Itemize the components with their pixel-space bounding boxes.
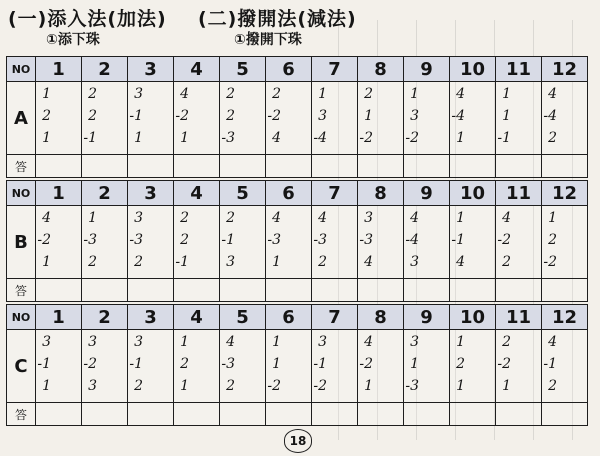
problem-number: 3 <box>318 108 327 124</box>
problem-number: 2 <box>272 86 281 102</box>
answer-cell[interactable] <box>174 403 220 426</box>
problem-number: -3 <box>221 356 235 372</box>
column-number: 10 <box>450 305 496 330</box>
problem-block-b <box>6 180 588 302</box>
problem-number: 1 <box>272 254 281 270</box>
problem-number: 1 <box>272 356 281 372</box>
section2-subtitle: ①撥開下珠 <box>234 32 302 48</box>
problem-number: 3 <box>88 334 97 350</box>
problem-number: -2 <box>83 356 97 372</box>
problem-number: 3 <box>318 334 327 350</box>
problem-number: 1 <box>410 86 419 102</box>
problem-number: 1 <box>364 108 373 124</box>
problem-cell <box>128 82 174 155</box>
problem-number: 4 <box>180 86 189 102</box>
column-number: 1 <box>36 57 82 82</box>
problem-number: 1 <box>456 334 465 350</box>
problem-cell <box>266 330 312 403</box>
problem-cell <box>36 82 82 155</box>
problem-number: -2 <box>267 108 281 124</box>
problem-number: 2 <box>88 254 97 270</box>
answer-cell[interactable] <box>496 403 542 426</box>
problem-cell <box>266 206 312 279</box>
column-number: 9 <box>404 57 450 82</box>
problem-number: 4 <box>272 130 281 146</box>
answer-cell[interactable] <box>450 279 496 302</box>
column-number: 10 <box>450 57 496 82</box>
problem-number: 1 <box>456 130 465 146</box>
answer-cell[interactable] <box>496 279 542 302</box>
problem-cell <box>266 82 312 155</box>
no-header-b: NO <box>7 181 36 206</box>
problem-number: 1 <box>272 334 281 350</box>
problem-number: 4 <box>502 210 511 226</box>
problem-number: 3 <box>226 254 235 270</box>
problem-number: -1 <box>37 356 51 372</box>
answer-cell[interactable] <box>82 279 128 302</box>
problem-cell <box>404 330 450 403</box>
answer-cell[interactable] <box>36 279 82 302</box>
problem-cell <box>450 330 496 403</box>
column-number: 4 <box>174 305 220 330</box>
problem-number: -2 <box>359 130 373 146</box>
problem-number: 2 <box>364 86 373 102</box>
column-number: 1 <box>36 305 82 330</box>
column-number: 2 <box>82 181 128 206</box>
problem-number: 2 <box>134 378 143 394</box>
problem-number: 3 <box>134 86 143 102</box>
answer-cell[interactable] <box>82 155 128 178</box>
problem-cell <box>496 206 542 279</box>
answer-cell[interactable] <box>174 155 220 178</box>
problem-number: 2 <box>548 378 557 394</box>
problem-number: -3 <box>313 232 327 248</box>
answer-cell[interactable] <box>542 279 588 302</box>
problem-number: 1 <box>502 86 511 102</box>
column-number: 6 <box>266 181 312 206</box>
problem-number: 4 <box>456 86 465 102</box>
block-label-c: C <box>7 330 36 403</box>
problem-number: 2 <box>88 86 97 102</box>
answer-cell[interactable] <box>404 403 450 426</box>
column-number: 12 <box>542 57 588 82</box>
problem-number: 4 <box>548 86 557 102</box>
problem-number: -1 <box>313 356 327 372</box>
column-number: 11 <box>496 305 542 330</box>
problem-number: 2 <box>226 108 235 124</box>
problem-number: -2 <box>405 130 419 146</box>
column-number: 4 <box>174 57 220 82</box>
answer-cell[interactable] <box>312 155 358 178</box>
problem-number: 4 <box>410 210 419 226</box>
problem-number: 1 <box>88 210 97 226</box>
problem-cell <box>496 82 542 155</box>
column-number: 10 <box>450 181 496 206</box>
section1-title: (一)添入法(加法) <box>8 8 167 30</box>
problem-number: 2 <box>456 356 465 372</box>
problem-number: 3 <box>410 108 419 124</box>
problem-cell <box>404 82 450 155</box>
answer-cell[interactable] <box>450 155 496 178</box>
answer-cell[interactable] <box>358 155 404 178</box>
answer-cell[interactable] <box>496 155 542 178</box>
problem-block-a <box>6 56 588 178</box>
problem-number: 1 <box>42 378 51 394</box>
problem-number: 2 <box>180 356 189 372</box>
answer-cell[interactable] <box>82 403 128 426</box>
problem-number: 1 <box>502 108 511 124</box>
problem-cell <box>404 206 450 279</box>
problem-number: 4 <box>456 254 465 270</box>
answer-cell[interactable] <box>266 279 312 302</box>
column-number: 5 <box>220 57 266 82</box>
column-number: 3 <box>128 181 174 206</box>
answer-cell[interactable] <box>128 403 174 426</box>
problem-cell <box>312 82 358 155</box>
no-header-a: NO <box>7 57 36 82</box>
problem-cell <box>496 330 542 403</box>
answer-cell[interactable] <box>312 403 358 426</box>
column-number: 7 <box>312 181 358 206</box>
column-number: 11 <box>496 181 542 206</box>
problem-cell <box>542 82 588 155</box>
answer-cell[interactable] <box>358 403 404 426</box>
problem-number: -1 <box>83 130 97 146</box>
problem-number: -1 <box>451 232 465 248</box>
problem-number: 1 <box>180 130 189 146</box>
answer-cell[interactable] <box>36 403 82 426</box>
column-number: 9 <box>404 181 450 206</box>
problem-cell <box>542 330 588 403</box>
answer-label-b: 答 <box>7 279 36 302</box>
problem-number: 3 <box>364 210 373 226</box>
problem-number: 2 <box>180 232 189 248</box>
problem-cell <box>358 82 404 155</box>
problem-cell <box>82 206 128 279</box>
answer-cell[interactable] <box>542 403 588 426</box>
problem-cell <box>450 82 496 155</box>
problem-cell <box>36 206 82 279</box>
column-number: 12 <box>542 305 588 330</box>
answer-cell[interactable] <box>266 403 312 426</box>
problem-cell <box>174 206 220 279</box>
problem-number: 2 <box>502 334 511 350</box>
problem-number: -4 <box>405 232 419 248</box>
problem-cell <box>128 206 174 279</box>
column-number: 8 <box>358 57 404 82</box>
problem-block-c <box>6 304 588 426</box>
answer-cell[interactable] <box>312 279 358 302</box>
problem-number: -4 <box>313 130 327 146</box>
answer-label-a: 答 <box>7 155 36 178</box>
problem-number: -2 <box>313 378 327 394</box>
problem-number: -1 <box>175 254 189 270</box>
problem-number: -1 <box>543 356 557 372</box>
answer-cell[interactable] <box>450 403 496 426</box>
column-number: 3 <box>128 57 174 82</box>
column-number: 7 <box>312 57 358 82</box>
worksheet-header <box>8 4 428 50</box>
problem-number: -3 <box>267 232 281 248</box>
problem-cell <box>82 82 128 155</box>
problem-number: -4 <box>451 108 465 124</box>
problem-number: 2 <box>548 130 557 146</box>
problem-number: 1 <box>410 356 419 372</box>
problem-number: 3 <box>42 334 51 350</box>
problem-number: 1 <box>134 130 143 146</box>
page-number: 18 <box>284 429 312 453</box>
column-number: 2 <box>82 57 128 82</box>
problem-cell <box>312 206 358 279</box>
problem-number: 1 <box>318 86 327 102</box>
answer-cell[interactable] <box>358 279 404 302</box>
problem-number: 4 <box>318 210 327 226</box>
problem-number: -2 <box>497 356 511 372</box>
problem-number: -1 <box>129 108 143 124</box>
answer-label-c: 答 <box>7 403 36 426</box>
answer-cell[interactable] <box>404 279 450 302</box>
problem-number: 1 <box>42 86 51 102</box>
problem-cell <box>358 206 404 279</box>
problem-number: -1 <box>497 130 511 146</box>
problem-number: -2 <box>543 254 557 270</box>
answer-cell[interactable] <box>36 155 82 178</box>
problem-number: 2 <box>226 210 235 226</box>
problem-number: 1 <box>456 378 465 394</box>
problem-number: 1 <box>502 378 511 394</box>
problem-number: -3 <box>129 232 143 248</box>
answer-cell[interactable] <box>220 155 266 178</box>
column-number: 1 <box>36 181 82 206</box>
section2-title: (二)撥開法(減法) <box>198 8 357 30</box>
problem-cell <box>36 330 82 403</box>
answer-cell[interactable] <box>174 279 220 302</box>
column-number: 4 <box>174 181 220 206</box>
block-label-a: A <box>7 82 36 155</box>
problem-number: -4 <box>543 108 557 124</box>
problem-number: -1 <box>129 356 143 372</box>
problem-number: 4 <box>548 334 557 350</box>
problem-number: -2 <box>359 356 373 372</box>
problem-number: -2 <box>175 108 189 124</box>
answer-cell[interactable] <box>404 155 450 178</box>
column-number: 9 <box>404 305 450 330</box>
problem-number: -3 <box>83 232 97 248</box>
column-number: 5 <box>220 305 266 330</box>
column-number: 6 <box>266 57 312 82</box>
problem-number: 4 <box>226 334 235 350</box>
problem-number: 2 <box>134 254 143 270</box>
problem-number: 1 <box>180 334 189 350</box>
section1-subtitle: ①添下珠 <box>46 32 100 48</box>
problem-number: 1 <box>456 210 465 226</box>
problem-number: 2 <box>42 108 51 124</box>
problem-number: 1 <box>180 378 189 394</box>
block-label-b: B <box>7 206 36 279</box>
column-number: 6 <box>266 305 312 330</box>
column-number: 11 <box>496 57 542 82</box>
column-number: 12 <box>542 181 588 206</box>
column-number: 3 <box>128 305 174 330</box>
problem-number: 4 <box>364 334 373 350</box>
problem-number: 1 <box>364 378 373 394</box>
problem-cell <box>358 330 404 403</box>
problem-number: 3 <box>88 378 97 394</box>
problem-number: 4 <box>364 254 373 270</box>
problem-number: -2 <box>497 232 511 248</box>
problem-number: 3 <box>134 210 143 226</box>
answer-cell[interactable] <box>128 155 174 178</box>
answer-cell[interactable] <box>266 155 312 178</box>
column-number: 5 <box>220 181 266 206</box>
problem-number: 2 <box>502 254 511 270</box>
problem-number: 2 <box>88 108 97 124</box>
problem-cell <box>450 206 496 279</box>
problem-cell <box>128 330 174 403</box>
problem-number: -1 <box>221 232 235 248</box>
no-header-c: NO <box>7 305 36 330</box>
problem-number: 2 <box>548 232 557 248</box>
problem-number: 2 <box>180 210 189 226</box>
problem-cell <box>82 330 128 403</box>
problem-number: 2 <box>318 254 327 270</box>
problem-number: 1 <box>548 210 557 226</box>
problem-number: 4 <box>272 210 281 226</box>
problem-cell <box>220 330 266 403</box>
problem-number: 2 <box>226 378 235 394</box>
problem-number: 4 <box>42 210 51 226</box>
column-number: 7 <box>312 305 358 330</box>
problem-number: 1 <box>42 254 51 270</box>
problem-number: 1 <box>42 130 51 146</box>
problem-cell <box>312 330 358 403</box>
problem-cell <box>542 206 588 279</box>
problem-cell <box>174 330 220 403</box>
problem-cell <box>174 82 220 155</box>
problem-number: -2 <box>37 232 51 248</box>
problem-cell <box>220 82 266 155</box>
problem-number: -3 <box>405 378 419 394</box>
problem-cell <box>220 206 266 279</box>
answer-cell[interactable] <box>220 403 266 426</box>
problem-number: -3 <box>221 130 235 146</box>
problem-number: -2 <box>267 378 281 394</box>
column-number: 2 <box>82 305 128 330</box>
answer-cell[interactable] <box>128 279 174 302</box>
problem-number: 3 <box>134 334 143 350</box>
problem-number: 2 <box>226 86 235 102</box>
column-number: 8 <box>358 181 404 206</box>
answer-cell[interactable] <box>220 279 266 302</box>
problem-number: 3 <box>410 334 419 350</box>
answer-cell[interactable] <box>542 155 588 178</box>
problem-number: 3 <box>410 254 419 270</box>
problem-number: -3 <box>359 232 373 248</box>
column-number: 8 <box>358 305 404 330</box>
